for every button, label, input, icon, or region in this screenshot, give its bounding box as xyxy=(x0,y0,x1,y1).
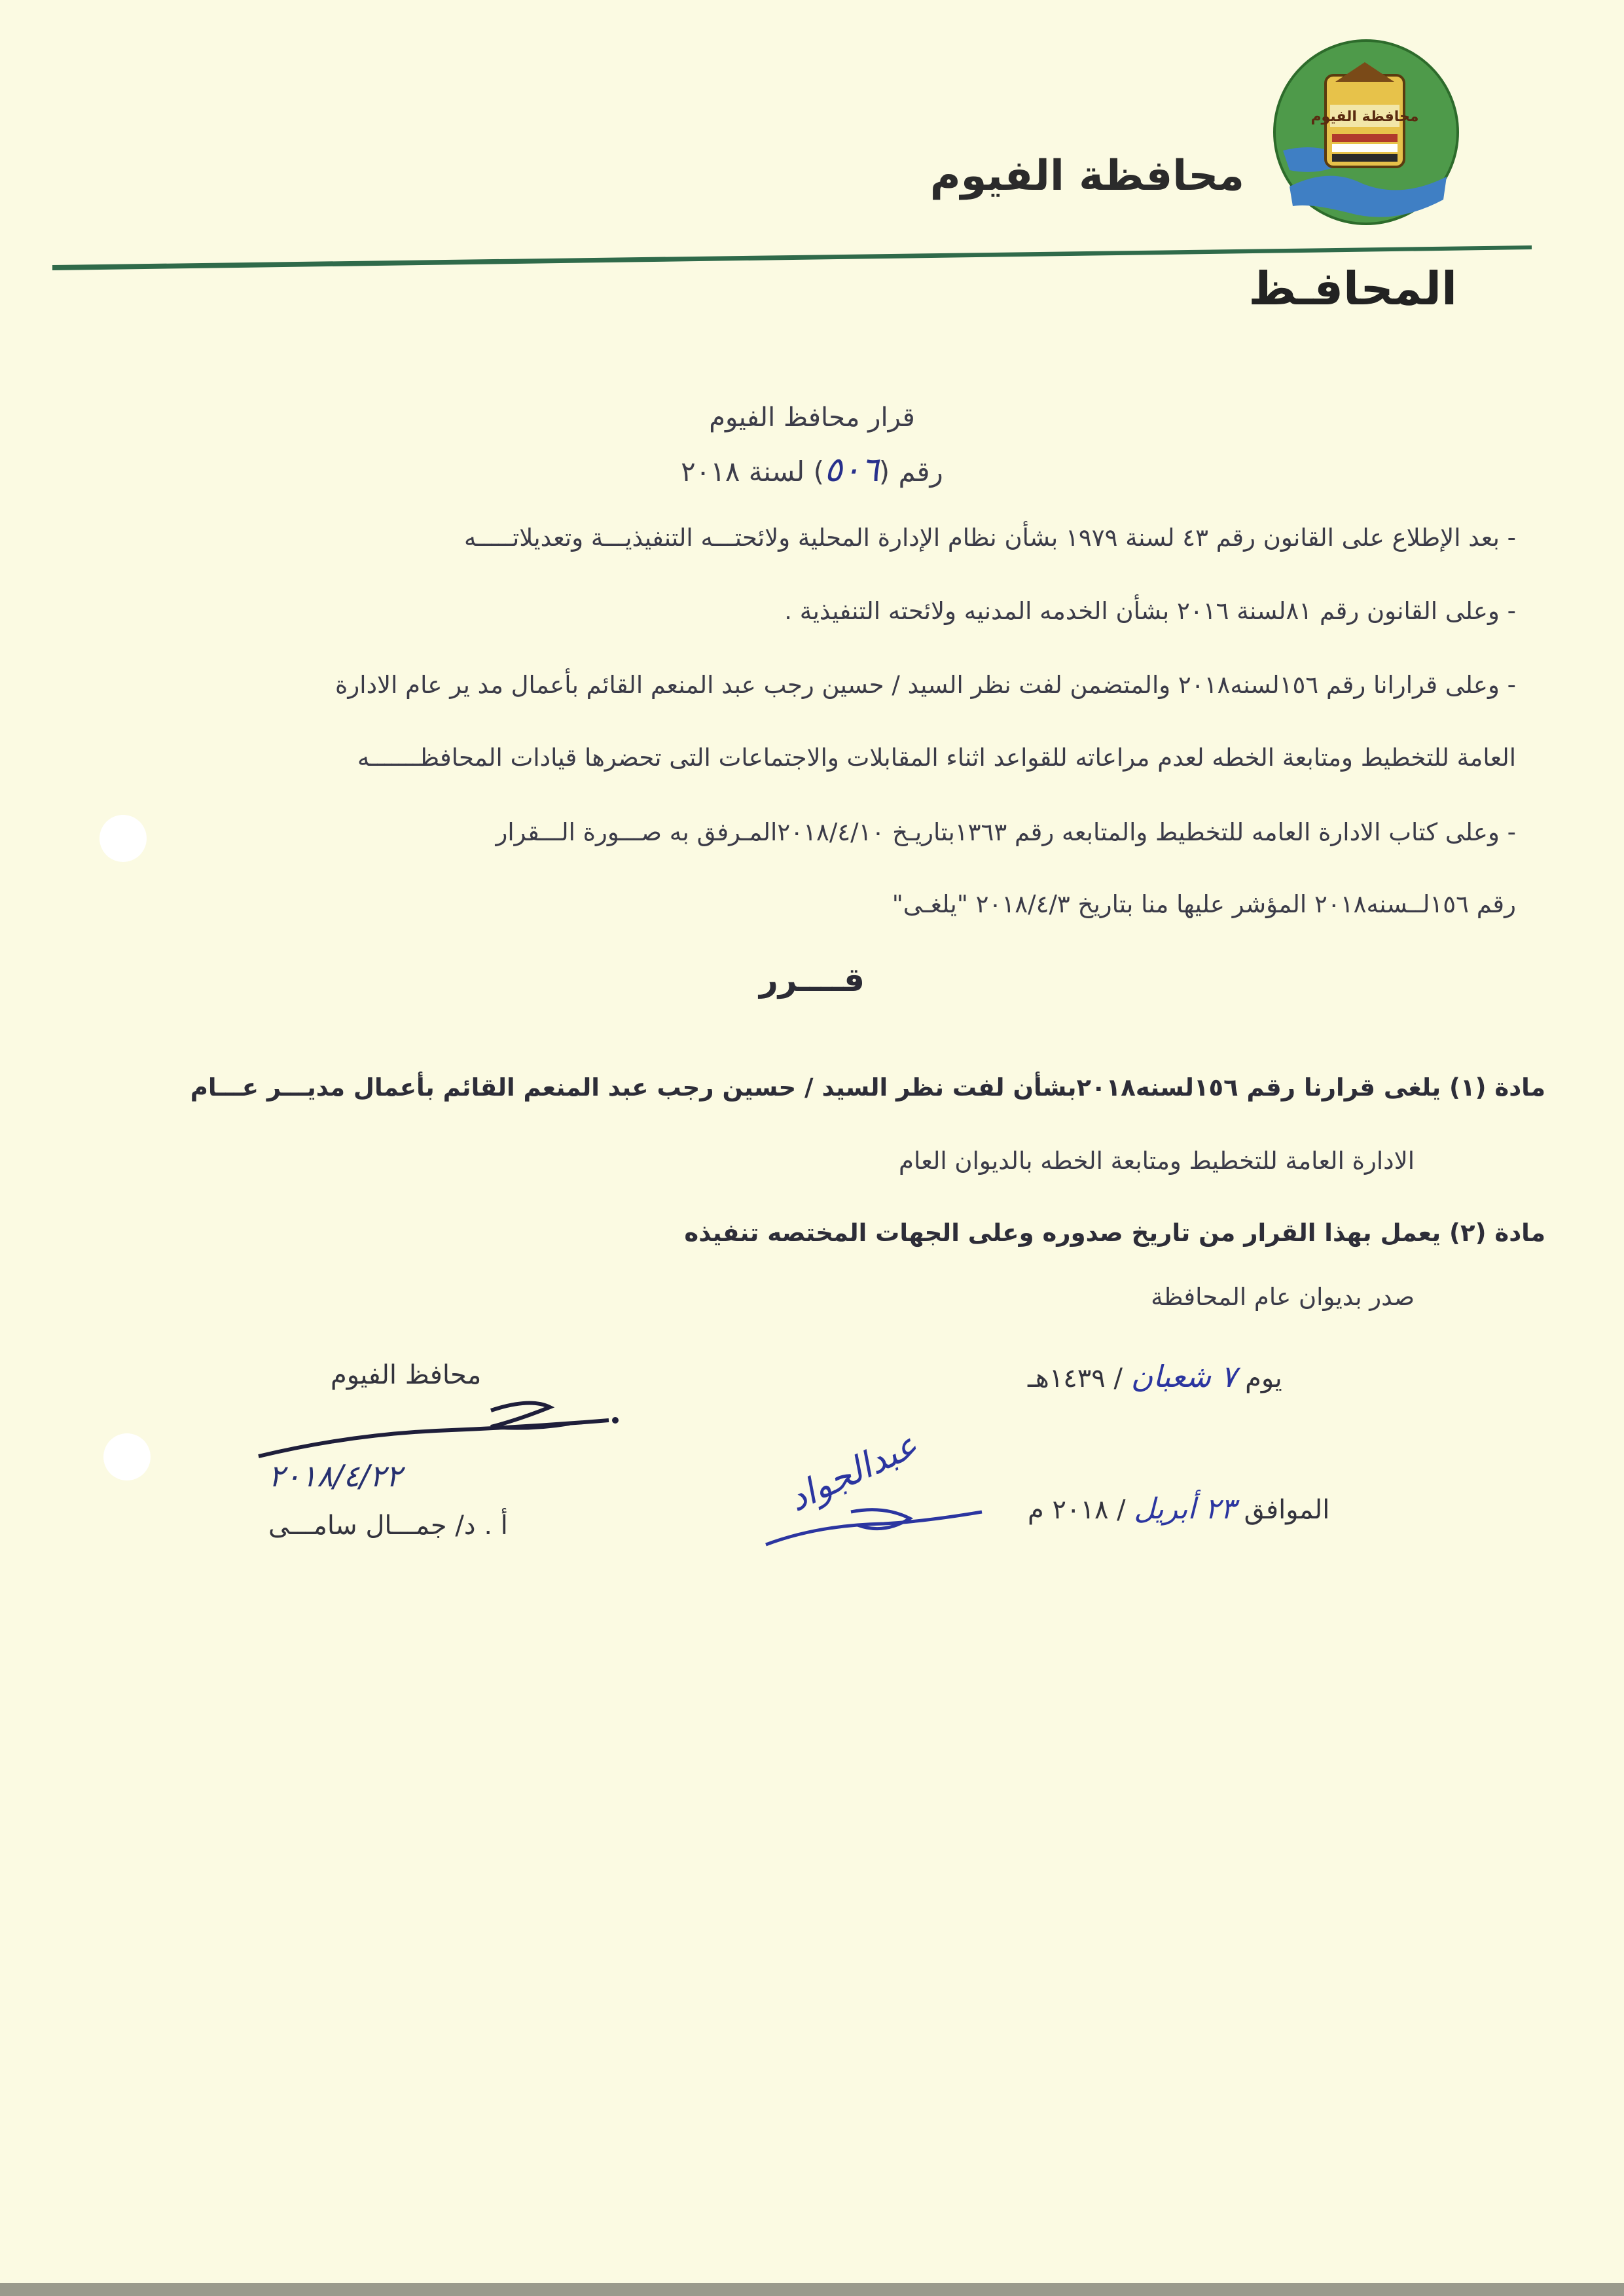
day-label: يوم xyxy=(1245,1363,1282,1393)
article-1-continued: الادارة العامة للتخطيط ومتابعة الخطه بالديوان العام xyxy=(899,1147,1415,1175)
agree-label: الموافق xyxy=(1244,1495,1330,1525)
punch-hole xyxy=(103,1433,151,1480)
initials-handwritten: عبدالجواد xyxy=(782,1424,924,1520)
decree-heading: قــــرر xyxy=(759,961,865,999)
gregorian-date xyxy=(1028,1492,1329,1526)
decision-number xyxy=(0,450,1624,490)
hijri-date xyxy=(1028,1359,1282,1394)
preamble-line: - وعلى القانون رقم ٨١لسنة ٢٠١٦ بشأن الخدمه المدنيه ولائحته التنفيذية . xyxy=(784,597,1516,625)
governor-signature xyxy=(255,1394,622,1466)
article-1: مادة (١) يلغى قرارنا رقم ١٥٦لسنه٢٠١٨بشأن لفت نظر السيد / حسين رجب عبد المنعم القائم بأعمال مديـــر عـــام xyxy=(190,1073,1545,1102)
preamble-line: - وعلى قرارانا رقم ١٥٦لسنه٢٠١٨ والمتضمن لفت نظر السيد / حسين رجب عبد المنعم القائم بأعمال مد ير عام الادارة xyxy=(335,671,1516,699)
hijri-year: / ١٤٣٩هـ xyxy=(1028,1363,1123,1393)
department-title: المحافـظ xyxy=(1248,262,1457,315)
seal-text: محافظة الفيوم xyxy=(1310,109,1419,125)
signatory-title: محافظ الفيوم xyxy=(331,1360,482,1390)
handwritten-hijri-day: ٧ شعبان xyxy=(1130,1359,1237,1394)
decision-number-handwritten: ٥٠٦ xyxy=(823,450,879,490)
signature-date-handwritten: ٢٠١٨/٤/٢٢ xyxy=(268,1458,402,1494)
initials-signature xyxy=(753,1414,988,1558)
governorate-name: محافظة الفيوم xyxy=(929,152,1244,200)
issued-at: صدر بديوان عام المحافظة xyxy=(1151,1283,1415,1311)
governorate-seal-icon xyxy=(1270,36,1463,229)
decision-title: قرار محافظ الفيوم xyxy=(709,403,915,433)
handwritten-gregorian-day: ٢٣ أبريل xyxy=(1134,1492,1236,1526)
preamble-line: رقم ١٥٦لــسنه٢٠١٨ المؤشر عليها منا بتاريخ ٢٠١٨/٤/٣ "يلغـى" xyxy=(892,890,1516,918)
punch-hole xyxy=(99,815,147,862)
signatory-name: أ . د/ جمـــال سامـــى xyxy=(268,1511,508,1541)
article-2: مادة (٢) يعمل بهذا القرار من تاريخ صدوره وعلى الجهات المختصه تنفيذه xyxy=(684,1219,1545,1247)
preamble-line: - بعد الإطلاع على القانون رقم ٤٣ لسنة ١٩٧٩ بشأن نظام الإدارة المحلية ولائحتـــه التنفيذيـــة وتعديلاتـــــه xyxy=(463,524,1516,552)
decision-number-suffix: ) لسنة ٢٠١٨ xyxy=(681,456,824,488)
gregorian-year: / ٢٠١٨ م xyxy=(1028,1495,1126,1525)
decision-number-prefix: رقم ( xyxy=(878,456,943,488)
scan-edge xyxy=(0,2283,1624,2296)
preamble-line: العامة للتخطيط ومتابعة الخطه لعدم مراعاته للقواعد اثناء المقابلات والاجتماعات التى تحضرها قيادات المحافظـــــــه xyxy=(357,744,1516,772)
preamble-line: - وعلى كتاب الادارة العامه للتخطيط والمتابعه رقم ١٣٦٣بتاريـخ ٢٠١٨/٤/١٠المـرفق به صـــورة الـــقرار xyxy=(496,818,1516,846)
